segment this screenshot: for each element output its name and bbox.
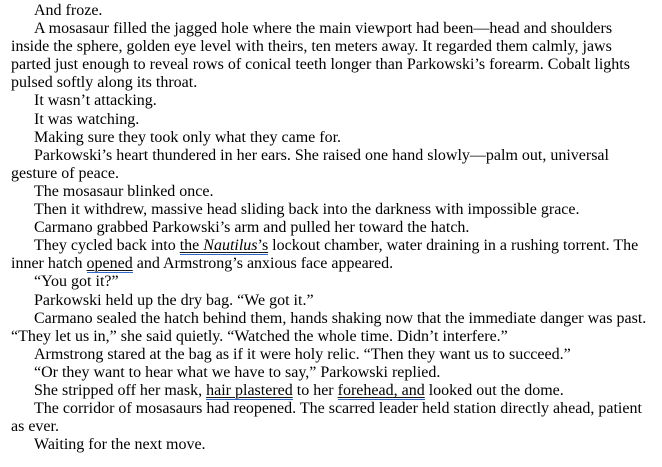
paragraph [11,400,652,436]
paragraph [11,111,652,129]
paragraph [11,273,652,291]
paragraph [11,310,652,346]
paragraph [11,382,652,400]
text-run: “You got it?” [34,273,119,291]
text-run: Making sure they took only what they came for. [34,128,342,146]
text-run: looked out the dome. [424,381,564,399]
marked-phrase[interactable]: forehead, and [337,381,425,399]
text-run: Parkowski’s heart thundered in her ears. She raised one hand slowly—palm out, universal gesture of peace. [11,146,609,182]
paragraph [11,237,652,273]
text-run: “Or they want to hear what we have to say,” Parkowski replied. [34,363,441,381]
paragraph [11,201,652,219]
text-run: Carmano sealed the hatch behind them, hands shaking now that the immediate danger was past. “They let us in,” she said quietly. “Watched the whole time. Didn’t interfere.” [11,309,647,345]
paragraph [11,292,652,310]
paragraph [11,346,652,364]
text-run: The mosasaur blinked once. [34,182,214,200]
text-run: She stripped off her mask, [34,381,207,399]
text-run: A mosasaur filled the jagged hole where the main viewport had been—head and shoulders inside the sphere, golden eye level with theirs, ten meters away. It regarded them calmly, jaws parted just enough to reveal rows of conical teeth longer than Parkowski’s forearm. Cobalt lights pulsed softly along its throat. [11,20,630,92]
marked-phrase[interactable]: the [179,237,204,255]
paragraph [11,2,652,20]
text-run: And froze. [34,2,103,19]
marked-phrase[interactable]: ’s [257,237,269,255]
text-run: to her [292,381,338,399]
text-run: lockout chamber, water draining in a rushing torrent. The inner hatch [11,237,639,273]
text-run: and Armstrong’s anxious face appeared. [132,255,394,273]
text-run: Armstrong stared at the bag as if it were holy relic. “Then they want us to succeed.” [34,345,571,363]
paragraph [11,92,652,110]
text-run: It was watching. [34,110,140,128]
text-run: Waiting for the next move. [34,436,206,454]
marked-phrase[interactable]: hair plastered [206,381,293,399]
text-run: Parkowski held up the dry bag. “We got it.” [34,291,314,309]
paragraph [11,364,652,382]
marked-phrase[interactable]: Nautilus [203,237,258,255]
paragraph [11,147,652,183]
paragraph [11,183,652,201]
text-run: They cycled back into [34,237,180,255]
text-run: Carmano grabbed Parkowski’s arm and pulled her toward the hatch. [34,219,470,237]
text-run: The corridor of mosasaurs had reopened. The scarred leader held station directly ahead, patient as ever. [11,400,642,436]
marked-phrase[interactable]: opened [86,255,133,273]
paragraph [11,20,652,92]
text-run: It wasn’t attacking. [34,92,157,110]
paragraph [11,436,652,454]
text-run: Then it withdrew, massive head sliding back into the darkness with impossible grace. [34,201,580,219]
paragraph [11,129,652,147]
paragraph [11,219,652,237]
